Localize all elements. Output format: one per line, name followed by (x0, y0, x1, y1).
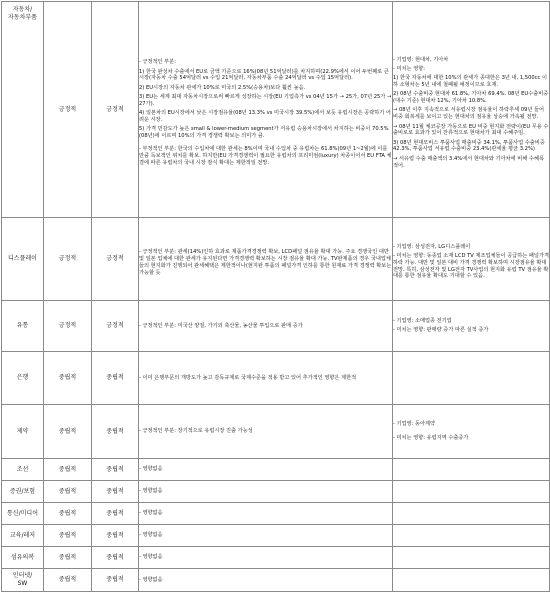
sector-name: 통신/미디어 (2, 503, 44, 525)
effect-text: - 영향없음 (139, 488, 163, 495)
long-term-rating: 긍정적 (92, 301, 139, 352)
row-shipbuilding (2, 459, 550, 481)
short-term-rating: 긍정적 (44, 301, 92, 352)
effect-text: - 긍정적인 부분: 관세(14%)인하 효과로 제품가격경쟁력 확보, LCD패널 점유율 확대 가능. 주요 경쟁국인 대만 및 일본 업체에 대한 관세가 유지된다면 가격경쟁력 확보하는 시장 점유율 확대 가능. TV완제품의 경우 국내업체들의 현지화가 진행되어 관세혜택은 제한적이나(현지완 투품의 패널가격 인하를 통한 원재료 가격 경쟁력 확보는 가능할 듯 (139, 249, 392, 276)
short-term-rating: 중립적 (44, 569, 92, 592)
company-cell (393, 481, 550, 503)
row-pharma (2, 405, 550, 459)
long-term-rating: 긍정적 (92, 2, 139, 218)
sector-name: 유통 (2, 301, 44, 352)
short-term-rating: 중립적 (44, 459, 92, 481)
short-term-rating: 긍정적 (44, 218, 92, 301)
row-retail (2, 301, 550, 352)
effect-text: - 영향없음 (139, 532, 163, 539)
company-cell (393, 352, 550, 405)
company-text: - 미치는 영향: 판매량 증가 따른 실적 증가 (393, 327, 489, 334)
company-text: → 08년 이후 지속적으로 서유럽시장 점유율이 하락추세 09년 들어 비중 회복세를 보이고 있는 현대차의 점유율 상승에 가속될 전망. (393, 107, 545, 121)
company-cell (393, 525, 550, 547)
company-text: - 기업영: 동아제약 (393, 421, 435, 428)
long-term-rating: 중립적 (92, 569, 139, 592)
fta-impact-body (2, 2, 550, 592)
long-term-rating: 중립적 (92, 405, 139, 459)
effect-text: - 영향없음 (139, 576, 163, 583)
company-cell (393, 569, 550, 592)
short-term-rating: 중립적 (44, 525, 92, 547)
company-cell (393, 2, 550, 218)
company-text: - 미치는 영향: 동종업 소재 LCD TV 제조업체들이 공급하는 패널가격 하락 가능. 대만 및 일본 대비 가격 경쟁력 확보하며 시장점유율 확대 전망. 특히, 삼성전자 및 LG전자 TV사업의 현지화 유럽 TV 점유율 확대를 통한 점유율 확대도 기대할 수 있음. (393, 253, 549, 280)
effect-text: - 긍정적인 부분: (139, 59, 176, 66)
effect-text: - 영향없음 (139, 554, 163, 561)
row-securities (2, 481, 550, 503)
effect-text: - 영향없음 (139, 510, 163, 517)
company-cell (393, 547, 550, 569)
sector-name: 섬유의복 (2, 547, 44, 569)
effect-text: - 이미 은행부문의 개방도가 높고 감독규제로 국제수준을 적용 받고 있어 추가적인 영향은 제한적 (139, 374, 357, 381)
long-term-rating: 중립적 (92, 352, 139, 405)
sector-name: 은행 (2, 352, 44, 405)
effect-cell (139, 2, 393, 218)
company-text: 1) 한국 자동차에 대한 10%의 관세가 종대한은 3년 내, 1,500cc 이하 소형차는 5년 내에 철폐될 예정이므로 호재. (393, 75, 548, 89)
row-telecom (2, 503, 550, 525)
sector-name: 디스플레이 (2, 218, 44, 301)
company-cell (393, 503, 550, 525)
effect-cell (139, 459, 393, 481)
company-cell (393, 405, 550, 459)
company-text: - 기업영: 삼성전자, LG디스플레이 (393, 243, 471, 250)
company-text: - 미치는 영향: 유럽지역 수출증가 (393, 434, 469, 441)
short-term-rating: 중립적 (44, 352, 92, 405)
effect-cell (139, 481, 393, 503)
effect-cell (139, 352, 393, 405)
effect-text: 2) EU시장의 자동차 관세가 10%로 미국의 2.5%(승용차)보다 훨씬 높음. (139, 84, 306, 91)
effect-cell (139, 405, 393, 459)
effect-cell (139, 301, 393, 352)
company-cell (393, 218, 550, 301)
long-term-rating: 긍정적 (92, 218, 139, 301)
effect-text: 5) 가격 민감도가 높은 small & lower-medium segment가 서유럽 승용차시장에서 차지하는 비중이 70.5%(08년)에 이르며 10%의 가격 경쟁력 확보는 의미가 큼. (139, 126, 389, 139)
sector-name: 인터넷/ SW (2, 569, 44, 592)
company-text: 3) 08년 현대모비스 투품사업 매출비중 34.1%, 투품사업 수출비중 42.3%, 투품사업 서유럽 수출비중 23.4%(관세율 평균 3.2%) (393, 139, 545, 153)
company-text: - 기업영: 소매업종 전기업 (393, 317, 452, 324)
company-cell (393, 459, 550, 481)
effect-text: - 부정적인 부분: 한국의 수입차에 대한 관세는 8%이며 국내 수입차 중 유럽차는 61.8%(09년 1~2월)에 이를 만큼 독보적인 위치를 확보. 하지만(EU 가격경쟁력이 필요한 유럽차의 프리미엄(luxury) 차종이어서 EU FTA 체결에 따른 유럽차의 국내 시장 잠식 확대는 제한적일 전망. (139, 146, 392, 166)
effect-text: 4) 일본차의 EU시장에서 낮은 시장점유율(08년 13.3% vs 미국시장 39.5%)에서 보듯 유럽시장은 공략하기 어려운 시장. (139, 110, 391, 123)
effect-cell (139, 525, 393, 547)
effect-text: - 영향없음 (139, 466, 163, 473)
sector-name: 제약 (2, 405, 44, 459)
short-term-rating: 중립적 (44, 481, 92, 503)
fta-impact-table (1, 1, 550, 592)
effect-cell (139, 547, 393, 569)
effect-cell (139, 218, 393, 301)
row-auto (2, 2, 550, 218)
company-text: - 기업영: 현대차, 기아차 (393, 56, 449, 63)
row-bank (2, 352, 550, 405)
row-display (2, 218, 550, 301)
company-text: → 서유럽 수출 매출액의 3.4%에서 현대차와 기아차에 비해 수혜폭 적어. (393, 155, 544, 169)
long-term-rating: 중립적 (92, 481, 139, 503)
short-term-rating: 중립적 (44, 547, 92, 569)
company-text: → 08년 11월 체코공장 가동으로 EU 비중 현지화 전략이(EU 무용 수출비로로 효과가 있어 잔류적으로 현대차가 최대 수혜주임. (393, 123, 549, 137)
short-term-rating: 중립적 (44, 405, 92, 459)
sector-name: 증권/보험 (2, 481, 44, 503)
short-term-rating: 긍정적 (44, 2, 92, 218)
row-education (2, 525, 550, 547)
effect-text: 3) EU는 세계 최대 자동차시장으로써 빠르게 성장하는 시장(EU 기업측가 vs 04년 15가 → 25가, 07년 25가 → 27가). (139, 94, 392, 107)
long-term-rating: 중립적 (92, 459, 139, 481)
row-internet (2, 569, 550, 592)
effect-text: 1) 한국 완성차 수출에서 EU로 금액 기준으로 16%(08년 51억달러)를 차지하며(22.9%에서 이어 두번째로 큰 시장(자동차 수출 54억달러 vs 수입 21억달러, 자동차부품 수출 24억달러 vs 수입 15억달러). (139, 68, 389, 82)
company-cell (393, 301, 550, 352)
effect-text: - 긍정적인 부분: 장기적으로 유럽시장 진출 가능성 (139, 428, 253, 435)
company-text: 2) 08년 수출비중 현대차 61.8%, 기아차 69.4%. 08년 EU수출비중(대수 기준) 현대차 12%, 기아차 10.8%. (393, 91, 549, 105)
long-term-rating: 중립적 (92, 503, 139, 525)
sector-name: 교육/레저 (2, 525, 44, 547)
effect-cell (139, 503, 393, 525)
sector-name: 조선 (2, 459, 44, 481)
company-text: - 미치는 영향: (393, 65, 425, 72)
sector-cell (2, 2, 44, 218)
effect-text: - 긍정적인 부분: 미국산 양질, 가기외 축산물, 농산물 투입으로 판매 증가 (139, 322, 303, 329)
sector-name: 자동차/ 자동차부품 (8, 6, 37, 21)
row-textile (2, 547, 550, 569)
long-term-rating: 중립적 (92, 525, 139, 547)
effect-cell (139, 569, 393, 592)
long-term-rating: 중립적 (92, 547, 139, 569)
short-term-rating: 중립적 (44, 503, 92, 525)
